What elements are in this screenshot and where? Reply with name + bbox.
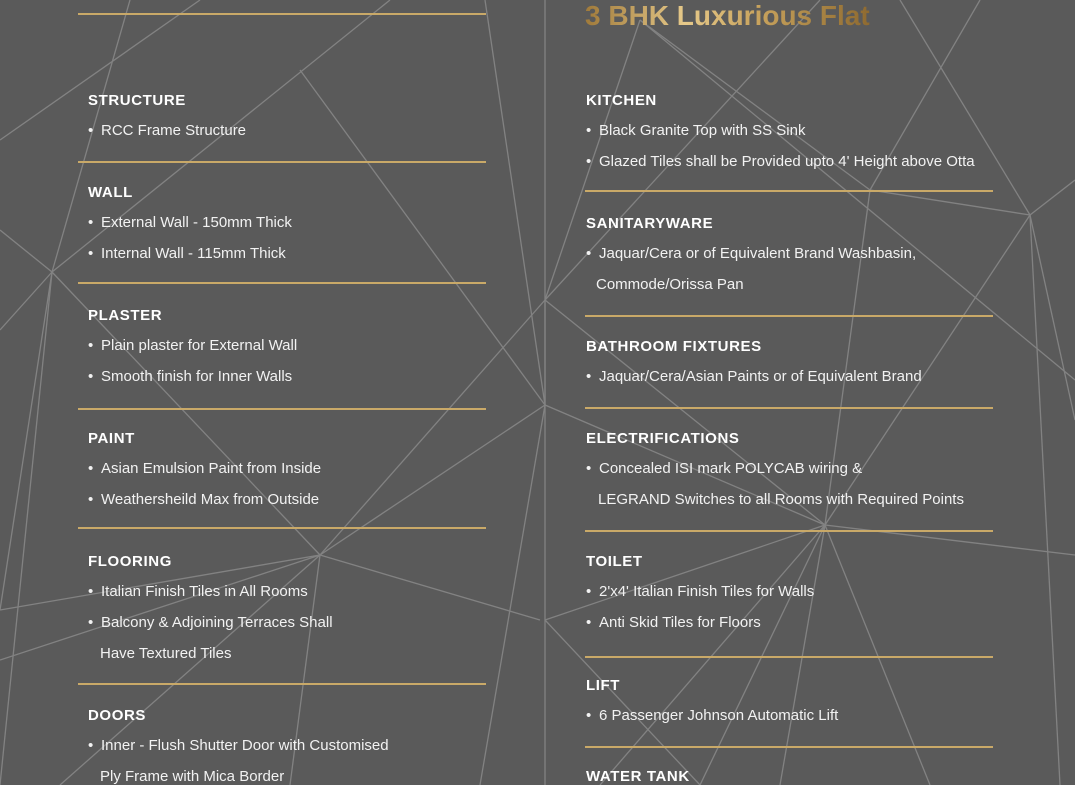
bullet-icon: • — [88, 583, 94, 600]
divider-line — [78, 13, 486, 15]
divider-line — [78, 161, 486, 163]
page-title: 3 BHK Luxurious Flat — [585, 0, 870, 31]
section-heading-paint: PAINT — [88, 430, 135, 447]
divider-line — [585, 190, 993, 192]
spec-item: • Concealed ISI mark POLYCAB wiring & — [586, 460, 863, 477]
spec-item: • Asian Emulsion Paint from Inside — [88, 460, 322, 477]
spec-item: • Jaquar/Cera or of Equivalent Brand Washbasin, — [586, 245, 917, 262]
bullet-icon: • — [88, 737, 94, 754]
bullet-icon: • — [586, 707, 592, 724]
spec-item-continuation: Have Textured Tiles — [100, 645, 232, 662]
section-heading-bathroom-fixtures: BATHROOM FIXTURES — [586, 338, 762, 355]
section-heading-electrifications: ELECTRIFICATIONS — [586, 430, 740, 447]
section-heading-plaster: PLASTER — [88, 307, 163, 324]
spec-item: • Inner - Flush Shutter Door with Customised — [88, 737, 389, 754]
bullet-icon: • — [586, 122, 592, 139]
spec-item: • External Wall - 150mm Thick — [88, 214, 292, 231]
section-heading-water-tank: WATER TANK — [586, 768, 690, 785]
spec-item: • Weathersheild Max from Outside — [88, 491, 320, 508]
divider-line — [78, 408, 486, 410]
bullet-icon: • — [88, 214, 94, 231]
divider-line — [585, 315, 993, 317]
spec-item-continuation: LEGRAND Switches to all Rooms with Required Points — [598, 491, 964, 508]
section-heading-structure: STRUCTURE — [88, 92, 186, 109]
bullet-icon: • — [586, 153, 592, 170]
bullet-icon: • — [88, 614, 94, 631]
bullet-icon: • — [88, 491, 94, 508]
section-heading-toilet: TOILET — [586, 553, 643, 570]
spec-item-continuation: Commode/Orissa Pan — [596, 276, 744, 293]
spec-item: • Balcony & Adjoining Terraces Shall — [88, 614, 333, 631]
bullet-icon: • — [88, 337, 94, 354]
bullet-icon: • — [586, 245, 592, 262]
spec-item: • Glazed Tiles shall be Provided upto 4' Height above Otta — [586, 153, 975, 170]
section-heading-wall: WALL — [88, 184, 133, 201]
divider-line — [78, 527, 486, 529]
divider-line — [585, 746, 993, 748]
divider-line — [585, 656, 993, 658]
bullet-icon: • — [88, 368, 94, 385]
bullet-icon: • — [88, 245, 94, 262]
divider-line — [78, 282, 486, 284]
bullet-icon: • — [586, 583, 592, 600]
section-heading-doors: DOORS — [88, 707, 147, 724]
spec-item: • Black Granite Top with SS Sink — [586, 122, 806, 139]
section-heading-lift: LIFT — [586, 677, 621, 694]
bullet-icon: • — [586, 460, 592, 477]
spec-item: • RCC Frame Structure — [88, 122, 247, 139]
bullet-icon: • — [586, 614, 592, 631]
spec-item: • Plain plaster for External Wall — [88, 337, 298, 354]
section-heading-kitchen: KITCHEN — [586, 92, 657, 109]
spec-item: • Internal Wall - 115mm Thick — [88, 245, 286, 262]
divider-line — [78, 683, 486, 685]
section-heading-flooring: FLOORING — [88, 553, 172, 570]
spec-item: • Italian Finish Tiles in All Rooms — [88, 583, 308, 600]
spec-item-continuation: Ply Frame with Mica Border — [100, 768, 285, 785]
divider-line — [585, 530, 993, 532]
spec-item: • 2'x4' Italian Finish Tiles for Walls — [586, 583, 815, 600]
bullet-icon: • — [88, 122, 94, 139]
spec-item: • 6 Passenger Johnson Automatic Lift — [586, 707, 839, 724]
spec-item: • Smooth finish for Inner Walls — [88, 368, 293, 385]
bullet-icon: • — [586, 368, 592, 385]
bullet-icon: • — [88, 460, 94, 477]
spec-item: • Jaquar/Cera/Asian Paints or of Equivalent Brand — [586, 368, 922, 385]
spec-item: • Anti Skid Tiles for Floors — [586, 614, 761, 631]
divider-line — [585, 407, 993, 409]
section-heading-sanitaryware: SANITARYWARE — [586, 215, 714, 232]
